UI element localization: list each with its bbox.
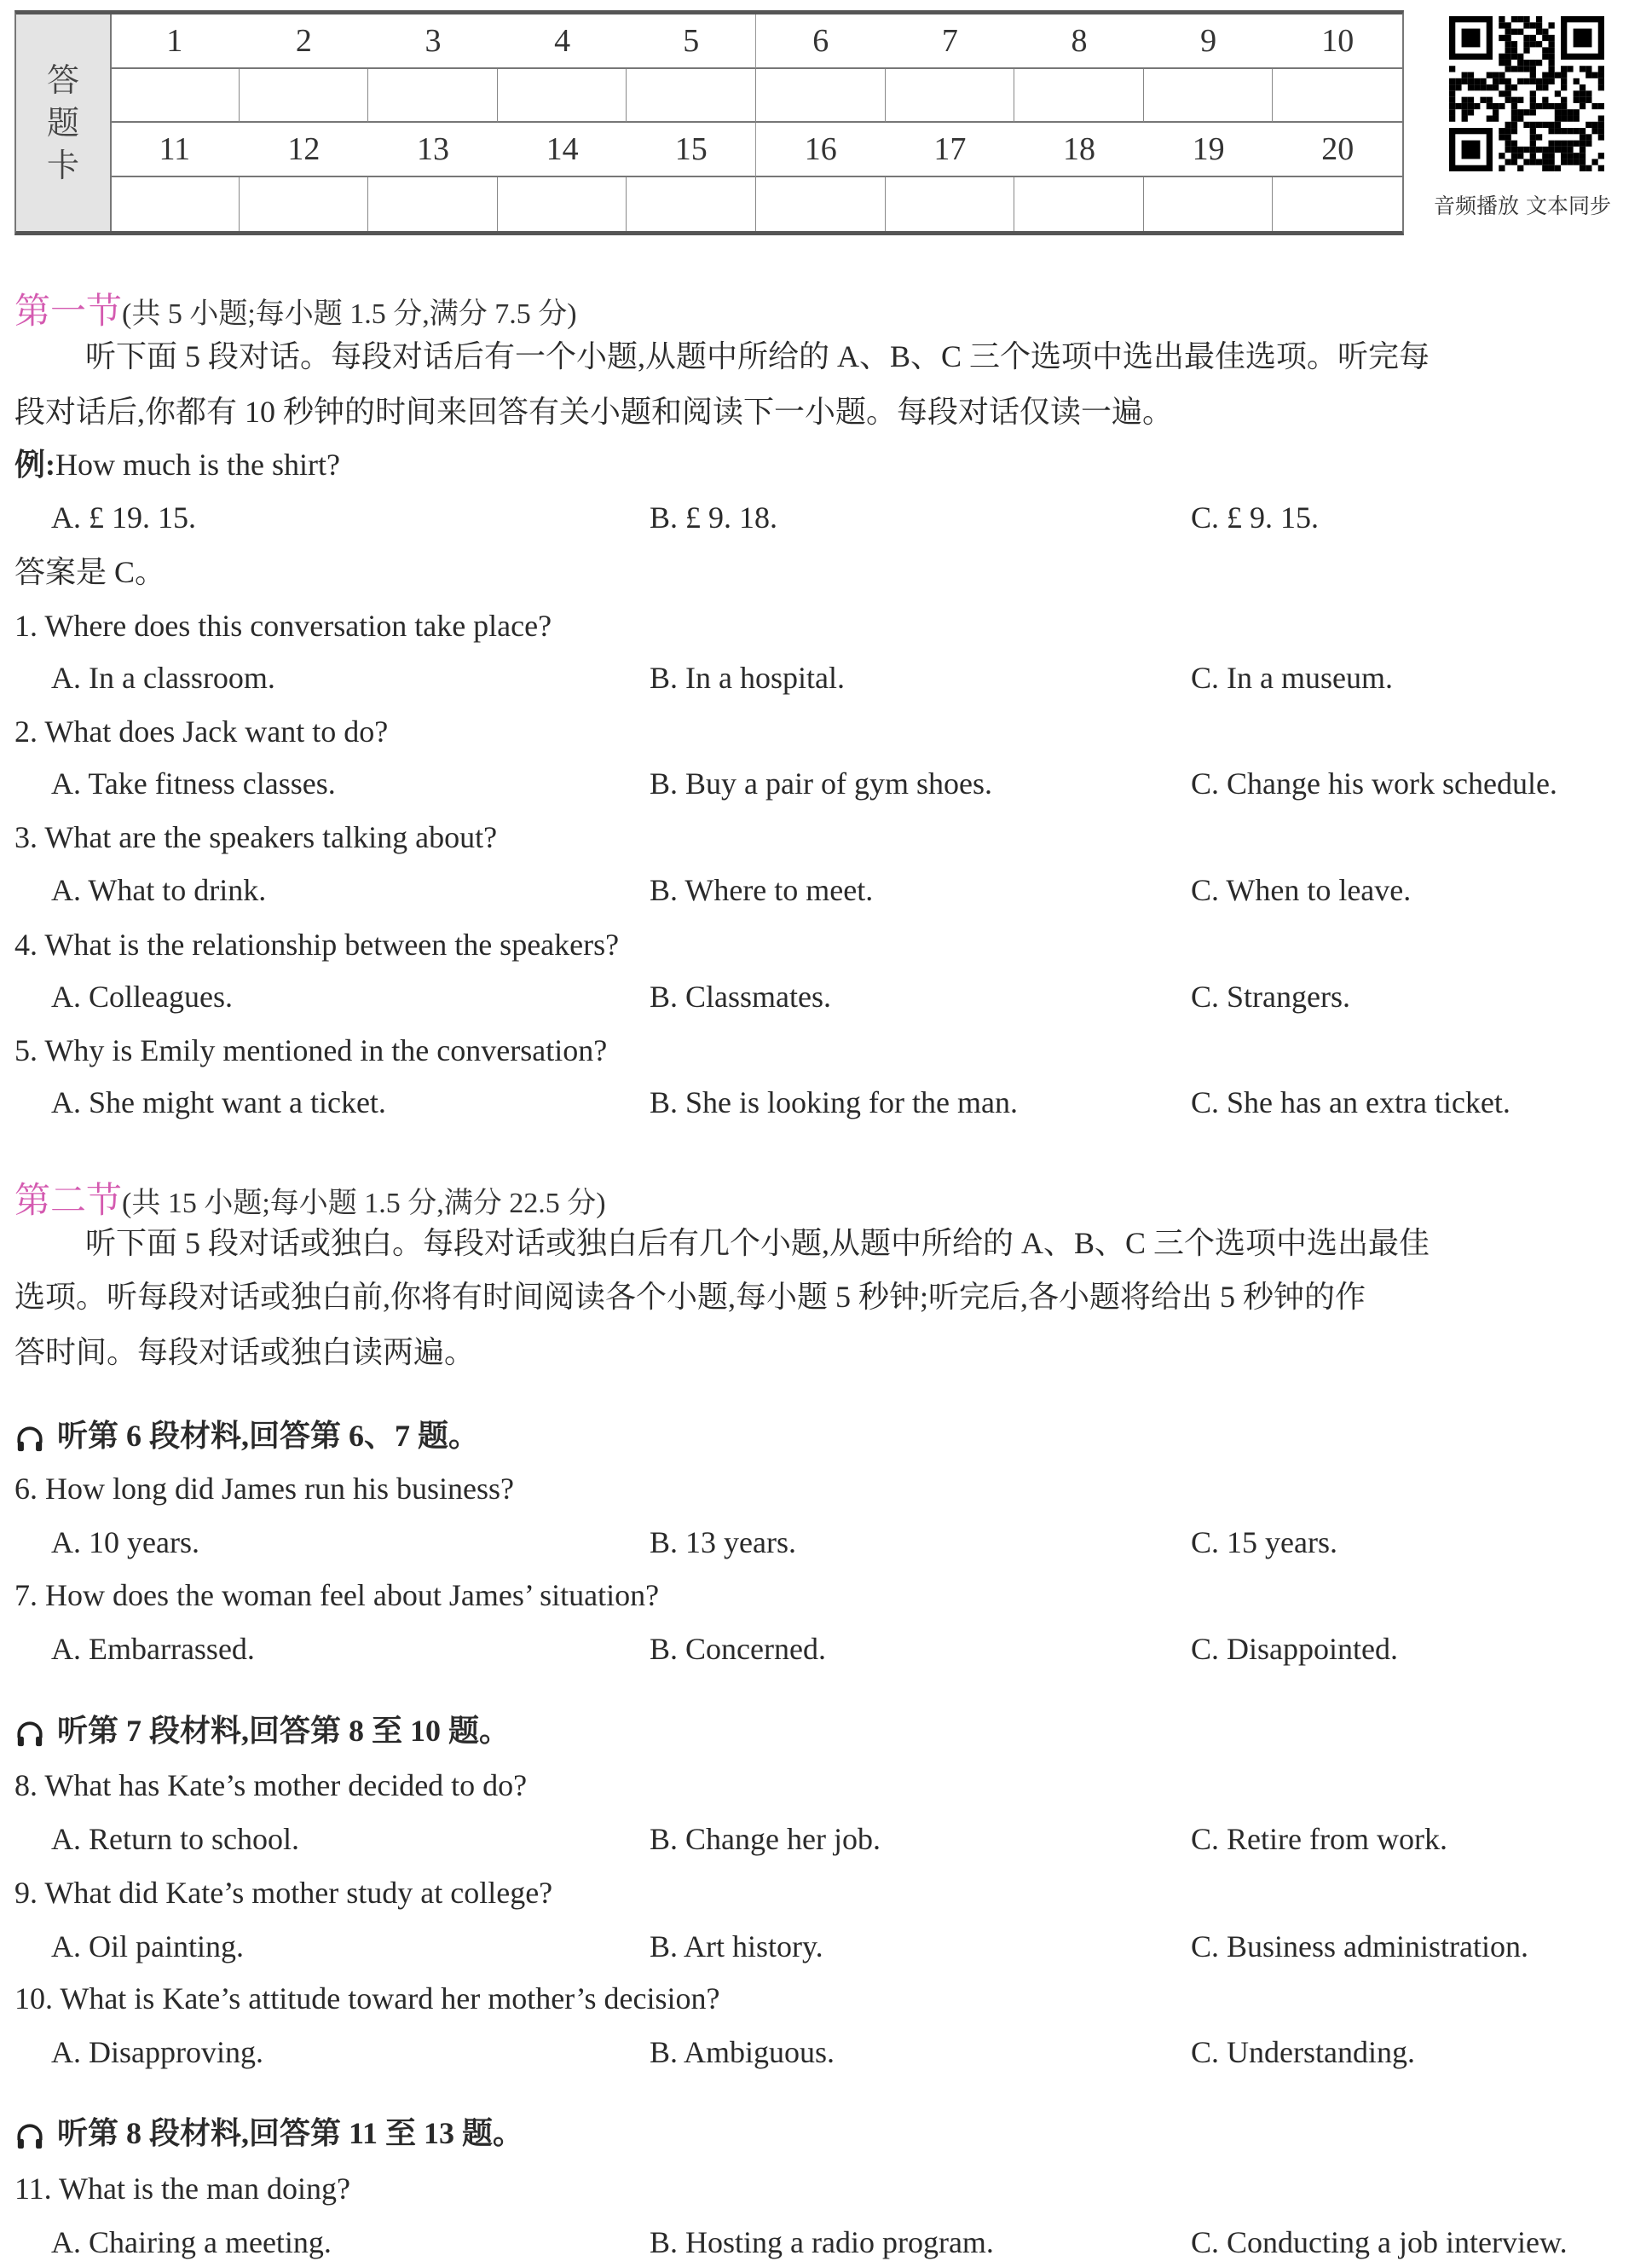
option-a: A. Take fitness classes. xyxy=(51,766,336,801)
answer-box[interactable] xyxy=(1014,177,1144,232)
section-title: 第一节 xyxy=(14,290,123,332)
qr-caption: 音频播放 文本同步 xyxy=(1434,194,1611,218)
section-heading xyxy=(14,283,577,334)
question-number: 3 xyxy=(368,14,498,69)
example-label: 例: xyxy=(14,448,55,482)
answer-box[interactable] xyxy=(886,177,1015,232)
answer-box[interactable] xyxy=(756,177,886,232)
option-a: A. Disapproving. xyxy=(51,2035,263,2069)
option-b: B. Classmates. xyxy=(650,980,831,1014)
option-a: A. Embarrassed. xyxy=(51,1632,255,1666)
answer-card xyxy=(14,10,1404,235)
question-number: 5 xyxy=(627,14,756,69)
section-heading xyxy=(14,1172,606,1223)
label-char: 卡 xyxy=(46,147,79,184)
option-a: A. Colleagues. xyxy=(51,980,233,1014)
option-a: A. Return to school. xyxy=(51,1822,299,1856)
question-text: 6. How long did James run his business? xyxy=(14,1472,514,1506)
answer-box[interactable] xyxy=(240,177,369,232)
question-number: 6 xyxy=(756,14,886,69)
example-answer: 答案是 C。 xyxy=(14,555,166,589)
question-number: 19 xyxy=(1144,123,1274,177)
question-number: 7 xyxy=(886,14,1015,69)
example-text: How much is the shirt? xyxy=(55,448,340,482)
answer-card-label xyxy=(16,14,112,231)
group-header-text: 听第 6 段材料,回答第 6、7 题。 xyxy=(57,1419,480,1453)
example-question xyxy=(14,446,340,483)
question-number: 10 xyxy=(1273,14,1402,69)
question-number: 4 xyxy=(498,14,627,69)
answer-box[interactable] xyxy=(368,69,498,124)
instructions-line: 听下面 5 段对话。每段对话后有一个小题,从题中所给的 A、B、C 三个选项中选出最佳选项。听完每 xyxy=(85,339,1430,373)
section-note: (共 15 小题;每小题 1.5 分,满分 22.5 分) xyxy=(122,1188,606,1219)
answer-box[interactable] xyxy=(1144,69,1274,124)
instructions-line: 段对话后,你都有 10 秒钟的时间来回答有关小题和阅读下一小题。每段对话仅读一遍。 xyxy=(14,395,1174,429)
answer-card-grid xyxy=(110,14,1402,231)
group-header-text: 听第 8 段材料,回答第 11 至 13 题。 xyxy=(57,2116,524,2150)
question-number: 9 xyxy=(1144,14,1274,69)
audio-group-header xyxy=(14,1417,479,1454)
answer-box[interactable] xyxy=(627,69,756,124)
option-b: B. £ 9. 18. xyxy=(650,500,778,535)
option-a: A. Chairing a meeting. xyxy=(51,2225,332,2259)
question-number: 14 xyxy=(498,123,627,177)
headphones-icon[interactable] xyxy=(14,1425,45,1454)
question-text: 8. What has Kate’s mother decided to do? xyxy=(14,1768,528,1802)
option-a: A. What to drink. xyxy=(51,873,267,907)
question-text: 9. What did Kate’s mother study at college? xyxy=(14,1876,553,1910)
option-b: B. Change her job. xyxy=(650,1822,881,1856)
answer-box[interactable] xyxy=(627,177,756,232)
answer-box[interactable] xyxy=(1273,69,1402,124)
answer-box[interactable] xyxy=(110,177,240,232)
option-a: A. 10 years. xyxy=(51,1525,199,1559)
option-a: A. £ 19. 15. xyxy=(51,500,196,535)
question-text: 4. What is the relationship between the speakers? xyxy=(14,928,620,962)
option-a: A. In a classroom. xyxy=(51,661,275,695)
instructions-line: 答时间。每段对话或独白读两遍。 xyxy=(14,1335,476,1369)
audio-group-header xyxy=(14,2114,523,2152)
option-c: C. In a museum. xyxy=(1191,661,1393,695)
option-a: A. She might want a ticket. xyxy=(51,1085,386,1119)
section-note: (共 5 小题;每小题 1.5 分,满分 7.5 分) xyxy=(122,298,577,330)
option-c: C. Disappointed. xyxy=(1191,1632,1398,1666)
question-text: 2. What does Jack want to do? xyxy=(14,714,389,749)
question-text: 11. What is the man doing? xyxy=(14,2172,350,2206)
option-c: C. Retire from work. xyxy=(1191,1822,1447,1856)
option-b: B. Art history. xyxy=(650,1929,823,1963)
question-text: 5. Why is Emily mentioned in the conversation? xyxy=(14,1033,608,1067)
audio-group-header xyxy=(14,1712,510,1749)
question-number: 18 xyxy=(1014,123,1144,177)
option-c: C. Understanding. xyxy=(1191,2035,1415,2069)
option-b: B. Where to meet. xyxy=(650,873,874,907)
option-c: C. Conducting a job interview. xyxy=(1191,2225,1568,2259)
answer-box[interactable] xyxy=(886,69,1015,124)
option-b: B. 13 years. xyxy=(650,1525,796,1559)
question-text: 10. What is Kate’s attitude toward her mother’s decision? xyxy=(14,1981,720,2015)
option-b: B. Ambiguous. xyxy=(650,2035,835,2069)
group-header-text: 听第 7 段材料,回答第 8 至 10 题。 xyxy=(57,1714,511,1748)
question-number: 1 xyxy=(110,14,240,69)
option-a: A. Oil painting. xyxy=(51,1929,244,1963)
instructions-line: 选项。听每段对话或独白前,你将有时间阅读各个小题,每小题 5 秒钟;听完后,各小题将给出 5 秒钟的作 xyxy=(14,1280,1366,1314)
option-b: B. Hosting a radio program. xyxy=(650,2225,994,2259)
label-char: 题 xyxy=(46,104,79,142)
question-number: 11 xyxy=(110,123,240,177)
question-number: 17 xyxy=(886,123,1015,177)
answer-box[interactable] xyxy=(240,69,369,124)
option-b: B. In a hospital. xyxy=(650,661,845,695)
question-text: 1. Where does this conversation take place? xyxy=(14,609,552,643)
option-c: C. Business administration. xyxy=(1191,1929,1528,1963)
question-text: 3. What are the speakers talking about? xyxy=(14,820,498,854)
option-b: B. Concerned. xyxy=(650,1632,826,1666)
option-c: C. Change his work schedule. xyxy=(1191,766,1557,801)
answer-box[interactable] xyxy=(1273,177,1402,232)
qr-code-icon xyxy=(1449,13,1604,175)
question-text: 7. How does the woman feel about James’ situation? xyxy=(14,1578,660,1612)
question-number: 20 xyxy=(1273,123,1402,177)
answer-box[interactable] xyxy=(1014,69,1144,124)
answer-box[interactable] xyxy=(368,177,498,232)
answer-box[interactable] xyxy=(1144,177,1274,232)
label-char: 答 xyxy=(46,61,79,99)
answer-box[interactable] xyxy=(110,69,240,124)
option-c: C. £ 9. 15. xyxy=(1191,500,1320,535)
option-c: C. When to leave. xyxy=(1191,873,1412,907)
question-number: 15 xyxy=(627,123,756,177)
answer-box[interactable] xyxy=(498,177,627,232)
answer-box[interactable] xyxy=(498,69,627,124)
option-c: C. She has an extra ticket. xyxy=(1191,1085,1510,1119)
answer-box[interactable] xyxy=(756,69,886,124)
option-b: B. She is looking for the man. xyxy=(650,1085,1018,1119)
question-number: 12 xyxy=(240,123,369,177)
question-number: 8 xyxy=(1014,14,1144,69)
question-number: 13 xyxy=(368,123,498,177)
question-number: 2 xyxy=(240,14,369,69)
headphones-icon[interactable] xyxy=(14,1720,45,1749)
option-c: C. Strangers. xyxy=(1191,980,1350,1014)
instructions-line: 听下面 5 段对话或独白。每段对话或独白后有几个小题,从题中所给的 A、B、C 三个选项中选出最佳 xyxy=(85,1226,1430,1260)
option-b: B. Buy a pair of gym shoes. xyxy=(650,766,992,801)
headphones-icon[interactable] xyxy=(14,2122,45,2151)
section-title: 第二节 xyxy=(14,1179,123,1221)
option-c: C. 15 years. xyxy=(1191,1525,1337,1559)
question-number: 16 xyxy=(756,123,886,177)
